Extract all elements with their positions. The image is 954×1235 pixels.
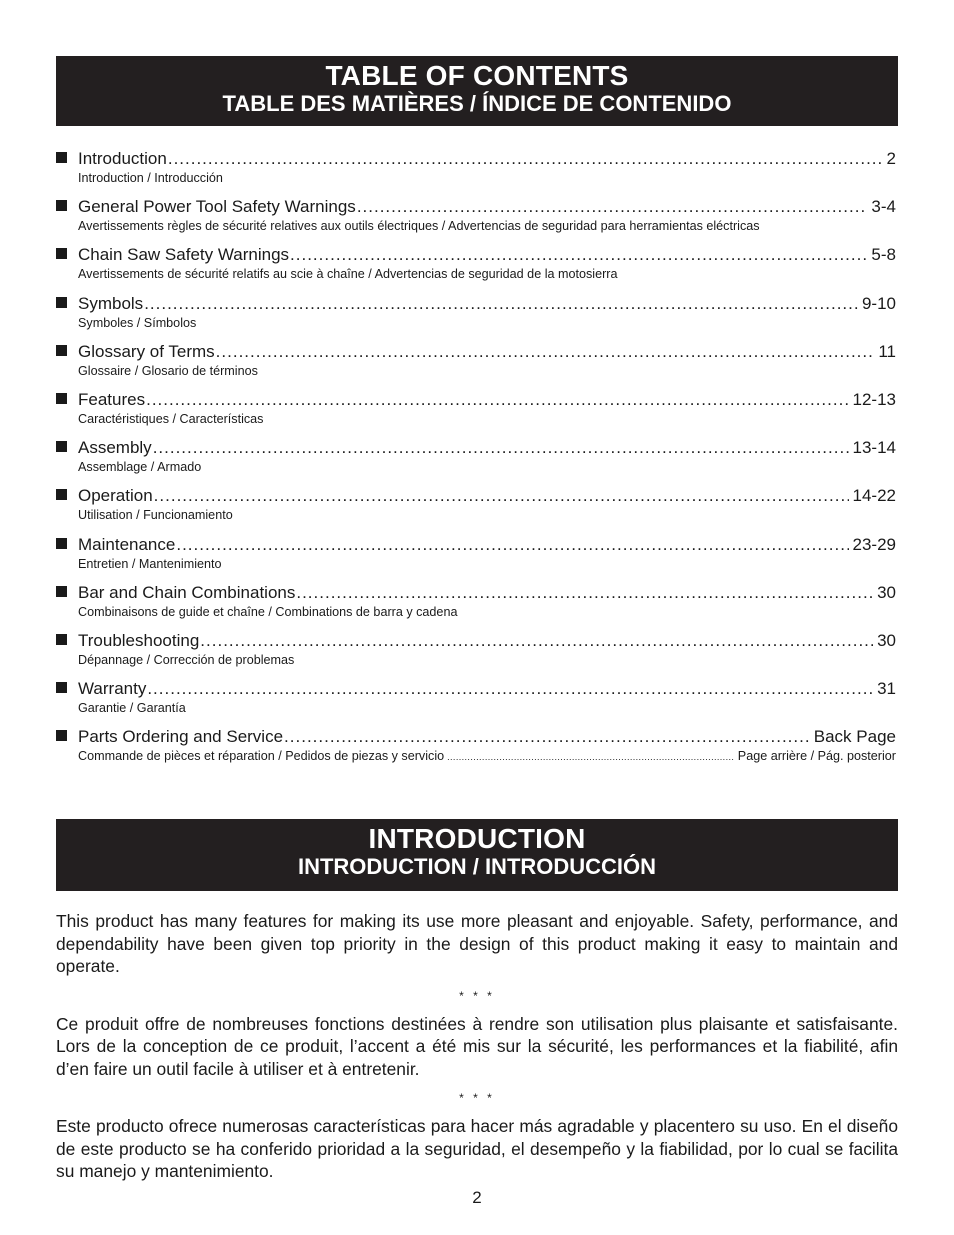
toc-header: [56, 56, 898, 126]
toc-entry-title: General Power Tool Safety Warnings: [78, 197, 356, 217]
toc-entry-translation: Glossaire / Glosario de términos: [78, 363, 258, 378]
square-bullet-icon: [56, 586, 67, 597]
toc-entry-translation: Garantie / Garantía: [78, 701, 186, 716]
intro-paragraph-spanish: Este producto ofrece numerosas características para hacer más agradable y placentero su uso. En el diseño de este producto se ha conferido prioridad a la seguridad, el desempeño y la fiabilidad, por lo cual se facilita su manejo y mantenimiento.: [56, 1116, 898, 1181]
toc-entry-troubleshooting[interactable]: [56, 630, 896, 678]
toc-entry-translation: Avertissements de sécurité relatifs au scie à chaîne / Advertencias de seguridad de la motosierra: [78, 267, 618, 282]
dot-leader: [153, 437, 849, 459]
square-bullet-icon: [56, 393, 67, 404]
toc-entry-symbols[interactable]: [56, 293, 896, 341]
dot-leader: [154, 485, 849, 507]
toc-entry-glossary[interactable]: [56, 341, 896, 389]
square-bullet-icon: [56, 297, 67, 308]
toc-entry-translation: [56, 748, 896, 766]
toc-subtitle: TABLE DES MATIÈRES / ÍNDICE DE CONTENIDO: [222, 91, 732, 116]
toc-entry-title: Introduction: [78, 149, 167, 168]
toc-title: TABLE OF CONTENTS: [325, 60, 629, 91]
square-bullet-icon: [56, 682, 67, 693]
square-bullet-icon: [56, 345, 67, 356]
square-bullet-icon: [56, 538, 67, 549]
toc-entry-warranty[interactable]: [56, 678, 896, 726]
square-bullet-icon: [56, 200, 67, 211]
toc-entry-page: 13-14: [852, 438, 896, 458]
toc-entry-page: 3-4: [871, 197, 896, 217]
dot-leader: [357, 196, 868, 218]
toc-entry-translation-title: Commande de pièces et réparation / Pedidos de piezas y servicio: [78, 749, 445, 764]
toc-entry-translation: Dépannage / Corrección de problemas: [78, 652, 295, 667]
toc-entry-page: 12-13: [852, 389, 896, 409]
intro-paragraph-english: This product has many features for making its use more pleasant and enjoyable. Safety, performance, and dependability have been given top priority in the design of this product making it easy to maintain and operate.: [56, 911, 898, 976]
toc-entry-page: Back Page: [813, 727, 896, 747]
square-bullet-icon: [56, 152, 67, 163]
toc-entry-title: Troubleshooting: [78, 630, 200, 650]
toc-entry-page: 11: [878, 341, 896, 361]
dot-leader: [168, 148, 883, 170]
toc-entry-page: 30: [877, 630, 896, 650]
toc-entry-title: Bar and Chain Combinations: [78, 582, 296, 602]
dot-leader: [296, 582, 873, 604]
toc-entry-chain-saw-safety[interactable]: [56, 244, 896, 292]
toc-entry-title: Warranty: [78, 679, 147, 699]
toc-entry-translation-page: Page arrière / Pág. posterior: [737, 749, 896, 764]
square-bullet-icon: [56, 489, 67, 500]
toc-entry-page: 14-22: [852, 486, 896, 506]
toc-entry-bar-chain-combinations[interactable]: [56, 582, 896, 630]
square-bullet-icon: [56, 730, 67, 741]
toc-entry-page: 5-8: [871, 245, 896, 265]
toc-entry-title: Glossary of Terms: [78, 341, 215, 361]
toc-entry-title: Assembly: [78, 438, 152, 458]
intro-title: INTRODUCTION: [368, 823, 586, 854]
dot-leader: [144, 293, 858, 315]
toc-entry-assembly[interactable]: [56, 437, 896, 485]
dot-leader: [200, 630, 873, 652]
toc-entry-translation: Introduction / Introducción: [78, 171, 223, 185]
page-number: 2: [472, 1188, 482, 1207]
dot-leader: [146, 389, 848, 411]
toc-entry-title: Symbols: [78, 293, 144, 313]
toc-entry-parts-ordering[interactable]: [56, 726, 896, 774]
dot-leader: [290, 244, 867, 266]
toc-entry-title: Chain Saw Safety Warnings: [78, 245, 290, 265]
section-separator: * * *: [459, 1091, 495, 1105]
dot-leader: [147, 678, 873, 700]
table-of-contents: [56, 148, 896, 774]
intro-paragraph-french: Ce produit offre de nombreuses fonctions destinées à rendre son utilisation plus plaisante et satisfaisante. Lors de la conception de ce produit, l’accent a été mis sur la sécurité, les performances et la fiabilité, afin d’en faire un outil facile à utiliser et à entretenir.: [56, 1013, 898, 1079]
toc-entry-translation: Entretien / Mantenimiento: [78, 556, 222, 571]
toc-entry-translation: Utilisation / Funcionamiento: [78, 508, 233, 523]
square-bullet-icon: [56, 248, 67, 259]
toc-entry-maintenance[interactable]: [56, 534, 896, 582]
toc-entry-page: 2: [886, 149, 896, 168]
toc-entry-title: Operation: [78, 486, 153, 506]
section-separator: * * *: [459, 988, 495, 1003]
introduction-body: [56, 910, 898, 1183]
toc-entry-page: 23-29: [852, 534, 896, 554]
toc-entry-translation: Caractéristiques / Características: [78, 411, 264, 426]
toc-entry-translation: Avertissements règles de sécurité relatives aux outils électriques / Advertencias de seguridad para herramientas eléctricas: [78, 219, 760, 234]
toc-entry-title: Features: [78, 389, 146, 409]
intro-subtitle: INTRODUCTION / INTRODUCCIÓN: [297, 854, 657, 879]
toc-entry-title: Parts Ordering and Service: [78, 727, 284, 747]
toc-entry-page: 31: [877, 679, 896, 699]
square-bullet-icon: [56, 441, 67, 452]
toc-entry-general-power-tool-safety[interactable]: [56, 196, 896, 244]
toc-entry-translation: Assemblage / Armado: [78, 460, 202, 475]
dot-leader: [447, 749, 735, 766]
dot-leader: [284, 726, 810, 748]
toc-entry-features[interactable]: [56, 389, 896, 437]
toc-entry-translation: Symboles / Símbolos: [78, 315, 197, 330]
dot-leader: [176, 534, 848, 556]
toc-entry-operation[interactable]: [56, 485, 896, 533]
toc-entry-introduction[interactable]: [56, 148, 896, 196]
intro-header: [56, 819, 898, 891]
toc-entry-page: 9-10: [861, 293, 896, 313]
toc-entry-page: 30: [877, 582, 896, 602]
toc-entry-translation: Combinaisons de guide et chaîne / Combinations de barra y cadena: [78, 604, 458, 619]
square-bullet-icon: [56, 634, 67, 645]
toc-entry-title: Maintenance: [78, 534, 176, 554]
dot-leader: [216, 341, 875, 363]
